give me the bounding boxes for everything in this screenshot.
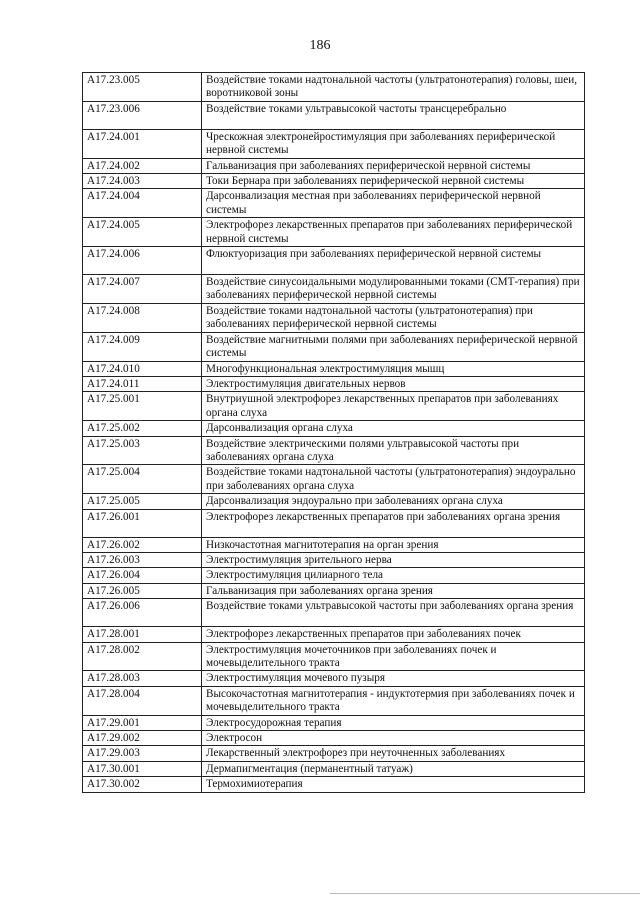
procedure-description-cell: Электросон	[202, 731, 585, 746]
procedure-description-cell: Флюктуоризация при заболеваниях периферической нервной системы	[202, 247, 585, 275]
procedure-description-cell: Электростимуляция двигательных нервов	[202, 376, 585, 391]
procedure-code-cell: A17.24.010	[83, 361, 202, 376]
procedure-code-cell: A17.24.007	[83, 275, 202, 304]
table-row	[83, 537, 585, 552]
table-row	[83, 746, 585, 761]
table-row	[83, 777, 585, 792]
procedure-code-cell: A17.29.001	[83, 715, 202, 730]
procedure-code-cell: A17.24.005	[83, 218, 202, 247]
procedure-code-cell: A17.25.001	[83, 392, 202, 421]
procedure-description-cell: Электростимуляция мочеточников при заболеваниях почек и мочевыделительного тракта	[202, 642, 585, 671]
procedure-codes-table	[82, 72, 585, 793]
procedure-code-cell: A17.25.004	[83, 465, 202, 494]
procedure-code-cell: A17.24.003	[83, 174, 202, 189]
table-row	[83, 583, 585, 598]
procedure-code-cell: A17.24.001	[83, 129, 202, 158]
table-row	[83, 247, 585, 275]
procedure-description-cell: Воздействие синусоидальными модулированными токами (СМТ-терапия) при заболеваниях периферической нервной системы	[202, 275, 585, 304]
procedure-code-cell: A17.24.011	[83, 376, 202, 391]
table-row	[83, 465, 585, 494]
procedure-description-cell: Чрескожная электронейростимуляция при заболеваниях периферической нервной системы	[202, 129, 585, 158]
table-row	[83, 494, 585, 509]
procedure-description-cell: Воздействие токами ультравысокой частоты при заболеваниях органа зрения	[202, 599, 585, 627]
procedure-code-cell: A17.28.001	[83, 627, 202, 642]
procedure-description-cell: Гальванизация при заболеваниях органа зрения	[202, 583, 585, 598]
table-row	[83, 731, 585, 746]
table-row	[83, 332, 585, 361]
procedure-description-cell: Дарсонвализация эндоурально при заболеваниях органа слуха	[202, 494, 585, 509]
procedure-description-cell: Воздействие токами надтональной частоты (ультратонотерапия) эндоурально при заболеваниях органа слуха	[202, 465, 585, 494]
procedure-code-cell: A17.24.009	[83, 332, 202, 361]
procedure-description-cell: Воздействие электрическими полями ультравысокой частоты при заболеваниях органа слуха	[202, 436, 585, 465]
table-row	[83, 392, 585, 421]
procedure-description-cell: Лекарственный электрофорез при неуточненных заболеваниях	[202, 746, 585, 761]
table-row	[83, 158, 585, 173]
table-row	[83, 275, 585, 304]
procedure-description-cell: Воздействие токами надтональной частоты (ультратонотерапия) при заболеваниях периферической нервной системы	[202, 303, 585, 332]
table-row	[83, 376, 585, 391]
table-row	[83, 642, 585, 671]
procedure-description-cell: Дарсонвализация местная при заболеваниях периферической нервной системы	[202, 189, 585, 218]
table-row	[83, 761, 585, 776]
table-row	[83, 671, 585, 686]
procedure-description-cell: Электростимуляция мочевого пузыря	[202, 671, 585, 686]
procedure-code-cell: A17.28.003	[83, 671, 202, 686]
table-row	[83, 552, 585, 567]
table-row	[83, 303, 585, 332]
procedure-code-cell: A17.26.005	[83, 583, 202, 598]
procedure-code-cell: A17.23.005	[83, 73, 202, 102]
procedure-code-cell: A17.26.004	[83, 568, 202, 583]
table-row	[83, 715, 585, 730]
table-row	[83, 686, 585, 715]
table-row	[83, 361, 585, 376]
procedure-code-cell: A17.28.002	[83, 642, 202, 671]
procedure-description-cell: Электростимуляция цилиарного тела	[202, 568, 585, 583]
procedure-description-cell: Внутриушной электрофорез лекарственных препаратов при заболеваниях органа слуха	[202, 392, 585, 421]
table-row	[83, 101, 585, 129]
table-body	[83, 73, 585, 793]
procedure-description-cell: Электросудорожная терапия	[202, 715, 585, 730]
procedure-code-cell: A17.24.004	[83, 189, 202, 218]
procedure-code-cell: A17.26.001	[83, 509, 202, 537]
procedure-code-cell: A17.24.002	[83, 158, 202, 173]
procedure-description-cell: Дарсонвализация органа слуха	[202, 421, 585, 436]
procedure-code-cell: A17.26.003	[83, 552, 202, 567]
procedure-description-cell: Воздействие токами ультравысокой частоты трансцеребрально	[202, 101, 585, 129]
procedure-description-cell: Дермапигментация (перманентный татуаж)	[202, 761, 585, 776]
procedure-code-cell: A17.24.008	[83, 303, 202, 332]
procedure-description-cell: Гальванизация при заболеваниях периферической нервной системы	[202, 158, 585, 173]
table-row	[83, 627, 585, 642]
procedure-description-cell: Низкочастотная магнитотерапия на орган зрения	[202, 537, 585, 552]
table-row	[83, 421, 585, 436]
table-row	[83, 599, 585, 627]
procedure-description-cell: Токи Бернара при заболеваниях периферической нервной системы	[202, 174, 585, 189]
procedure-code-cell: A17.29.003	[83, 746, 202, 761]
table-row	[83, 218, 585, 247]
procedure-code-cell: A17.23.006	[83, 101, 202, 129]
scan-edge-line	[330, 893, 640, 894]
procedure-code-cell: A17.29.002	[83, 731, 202, 746]
procedure-code-cell: A17.25.003	[83, 436, 202, 465]
table-row	[83, 174, 585, 189]
procedure-code-cell: A17.30.002	[83, 777, 202, 792]
procedure-code-cell: A17.25.005	[83, 494, 202, 509]
procedure-code-cell: A17.26.002	[83, 537, 202, 552]
procedure-code-cell: A17.24.006	[83, 247, 202, 275]
procedure-code-cell: A17.28.004	[83, 686, 202, 715]
procedure-description-cell: Электрофорез лекарственных препаратов при заболеваниях периферической нервной системы	[202, 218, 585, 247]
page-number: 186	[309, 38, 331, 53]
procedure-description-cell: Воздействие магнитными полями при заболеваниях периферической нервной системы	[202, 332, 585, 361]
procedure-description-cell: Высокочастотная магнитотерапия - индуктотермия при заболеваниях почек и мочевыделительного тракта	[202, 686, 585, 715]
procedure-code-cell: A17.25.002	[83, 421, 202, 436]
procedure-code-cell: A17.26.006	[83, 599, 202, 627]
procedure-description-cell: Многофункциональная электростимуляция мышц	[202, 361, 585, 376]
procedure-code-cell: A17.30.001	[83, 761, 202, 776]
table-row	[83, 189, 585, 218]
table-row	[83, 509, 585, 537]
procedure-description-cell: Электростимуляция зрительного нерва	[202, 552, 585, 567]
procedure-description-cell: Термохимиотерапия	[202, 777, 585, 792]
table-row	[83, 73, 585, 102]
table-row	[83, 129, 585, 158]
procedure-description-cell: Воздействие токами надтональной частоты (ультратонотерапия) головы, шеи, воротниковой зоны	[202, 73, 585, 102]
table-row	[83, 436, 585, 465]
table-row	[83, 568, 585, 583]
procedure-description-cell: Электрофорез лекарственных препаратов при заболеваниях органа зрения	[202, 509, 585, 537]
procedure-description-cell: Электрофорез лекарственных препаратов при заболеваниях почек	[202, 627, 585, 642]
